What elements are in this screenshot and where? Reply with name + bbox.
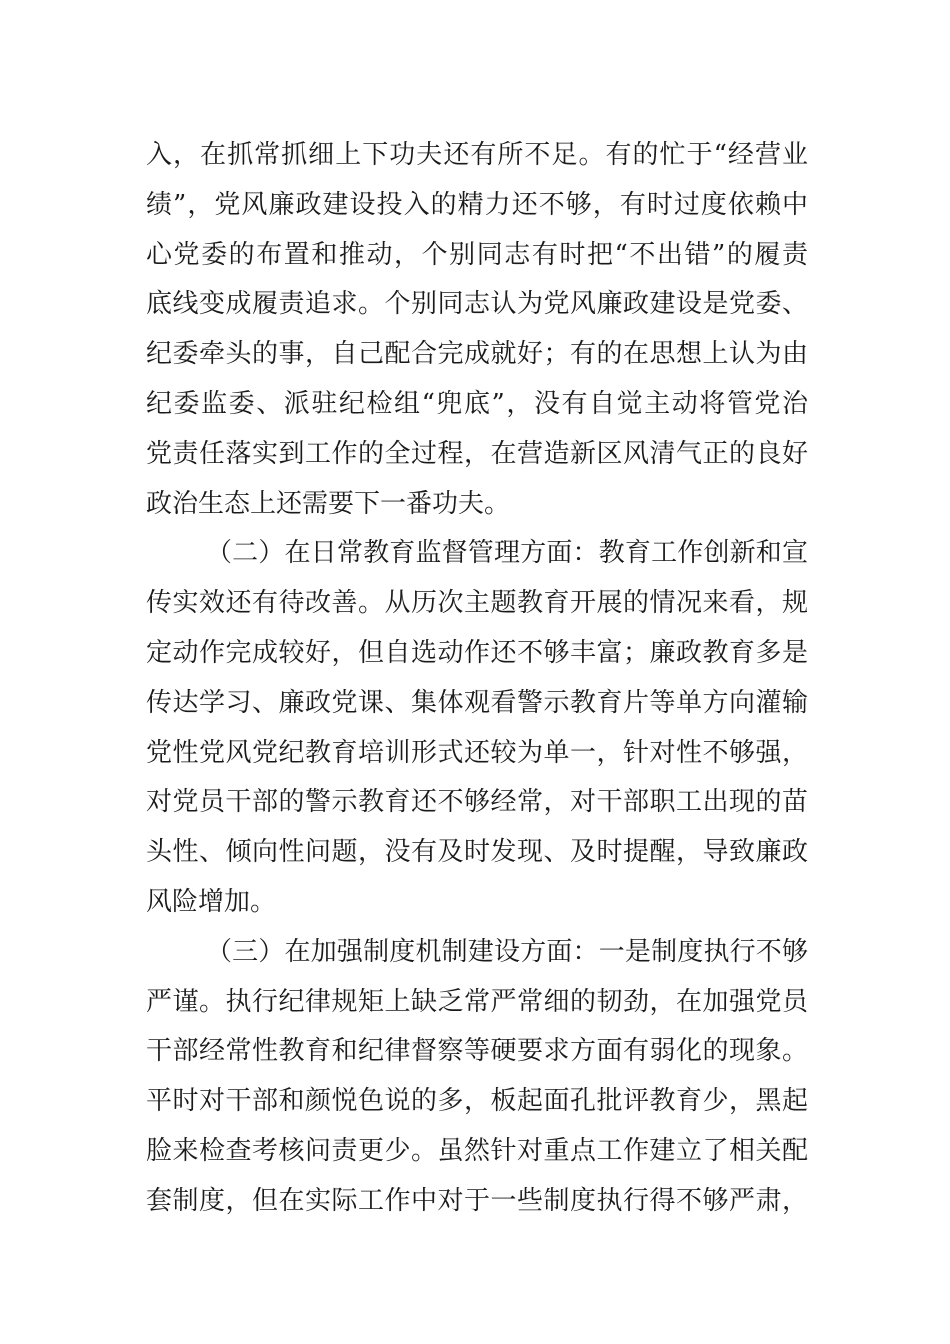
text-line: 定动作完成较好，但自选动作还不够丰富；廉政教育多是 [146,637,808,668]
text-line: 平时对干部和颜悦色说的多，板起面孔批评教育少，黑起 [146,1086,808,1117]
text-line: 心党委的布置和推动，个别同志有时把“不出错”的履责 [146,239,808,270]
text-line: 党责任落实到工作的全过程，在营造新区风清气正的良好 [146,438,808,469]
text-line: 纪委牵头的事，自己配合完成就好；有的在思想上认为由 [146,339,808,370]
text-line: 政治生态上还需要下一番功夫。 [146,488,511,519]
text-line: 底线变成履责追求。个别同志认为党风廉政建设是党委、 [146,289,808,320]
text-line: 绩”，党风廉政建设投入的精力还不够，有时过度依赖中 [146,189,808,220]
text-line: （三）在加强制度机制建设方面：一是制度执行不够 [206,936,808,967]
paragraph-1 [146,131,808,529]
paragraph-3 [146,928,808,1227]
text-line: （二）在日常教育监督管理方面：教育工作创新和宣 [206,538,808,569]
text-line: 党性党风党纪教育培训形式还较为单一，针对性不够强， [146,737,808,768]
text-line: 传达学习、廉政党课、集体观看警示教育片等单方向灌输 [146,687,808,718]
text-line: 入，在抓常抓细上下功夫还有所不足。有的忙于“经营业 [146,140,808,170]
text-line: 干部经常性教育和纪律督察等硬要求方面有弱化的现象。 [146,1036,808,1067]
text-line: 严谨。执行纪律规矩上缺乏常严常细的韧劲，在加强党员 [146,986,808,1017]
text-line: 传实效还有待改善。从历次主题教育开展的情况来看，规 [146,588,808,619]
text-line: 脸来检查考核问责更少。虽然针对重点工作建立了相关配 [146,1135,808,1166]
text-line: 套制度，但在实际工作中对于一些制度执行得不够严肃， [146,1185,808,1216]
text-line: 对党员干部的警示教育还不够经常，对干部职工出现的苗 [146,787,808,818]
paragraph-2 [146,529,808,927]
text-line: 纪委监委、派驻纪检组“兜底”，没有自觉主动将管党治 [146,388,808,419]
text-line: 风险增加。 [146,886,277,917]
text-line: 头性、倾向性问题，没有及时发现、及时提醒，导致廉政 [146,837,808,868]
document-body [146,131,808,1227]
